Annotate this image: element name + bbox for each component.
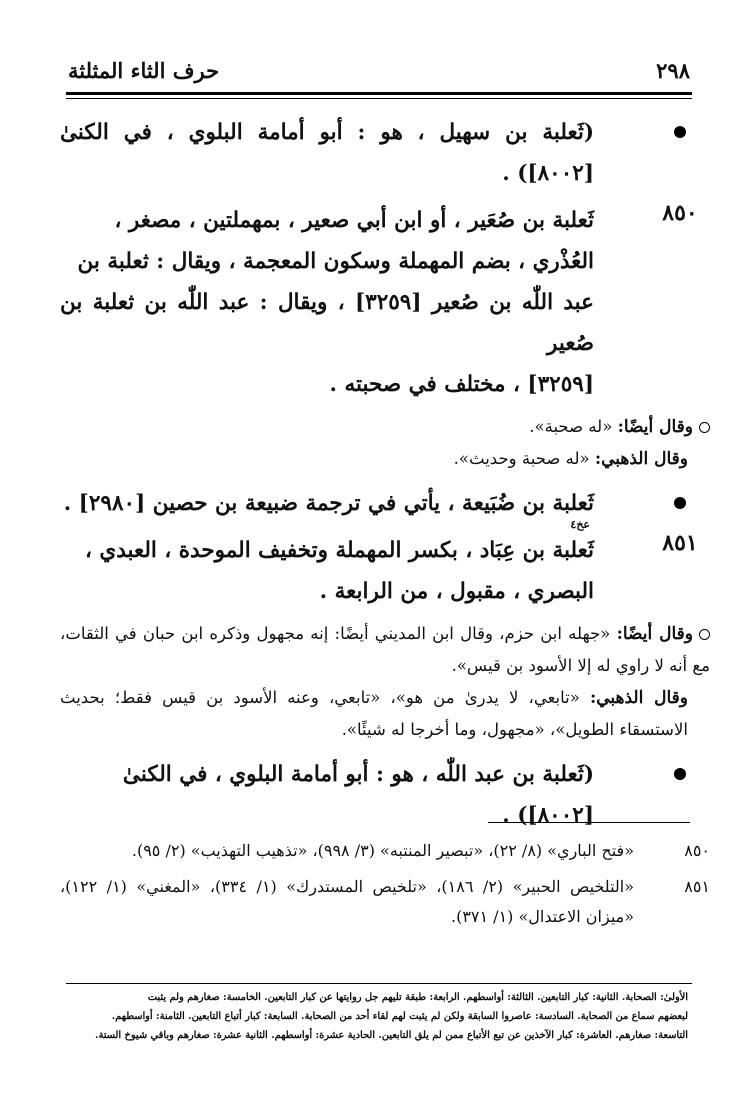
note-850 — [60, 411, 710, 475]
main-text — [60, 112, 710, 842]
note-text: «له صحبة وحديث». — [453, 449, 590, 468]
entry-line: عبد اللّٰه بن صُعير [٣٢٥٩] ، ويقال : عبد اللّٰه بن ثعلبة بن صُعير — [60, 290, 594, 356]
tabaqat-legend — [62, 988, 688, 1045]
entry-line: ثَعلبة بن صُعَير ، أو ابن أبي صعير ، بمهملتين ، مصغر ، — [114, 208, 594, 233]
entry-line: العُذْري ، بضم المهملة وسكون المعجمة ، ويقال : ثعلبة بن — [77, 249, 594, 274]
note-label: وقال أيضًا: — [617, 417, 693, 437]
header-rule-thin — [66, 98, 692, 99]
header-rule-thick — [66, 92, 692, 95]
note-text: «تابعي، لا يدرىٰ من هو»، «تابعي، وعنه الأسود بن قيس فقط؛ بحديث الاستسقاء الطويل»، «مجهول، وما أخرجا له شيئًا». — [60, 688, 688, 739]
entry-850 — [60, 200, 710, 405]
bullet-icon — [674, 126, 686, 138]
note-label: وقال الذهبي: — [589, 688, 688, 708]
footnote-850 — [60, 836, 710, 866]
footnotes — [60, 836, 710, 938]
circle-marker-icon — [699, 629, 710, 640]
entry-cross-reference — [60, 483, 710, 524]
footnote-number: ٨٥٠ — [684, 841, 710, 860]
footnote-851 — [60, 872, 710, 932]
note-text: «جهله ابن حزم، وقال ابن المديني أيضًا: إنه مجهول وذكره ابن حبان في الثقات، مع أنه لا راوي له إلا الأسود بن قيس». — [60, 624, 710, 675]
footnote-number: ٨٥١ — [684, 877, 710, 896]
circle-marker-icon — [699, 422, 710, 433]
entry-cross-reference — [60, 112, 710, 194]
source-tag: عخ٤ — [570, 518, 590, 531]
footnote-text: «فتح الباري» (٨/ ٢٢)، «تبصير المنتبه» (٣/ ٩٩٨)، «تذهيب التهذيب» (٢/ ٩٥). — [131, 841, 634, 860]
entry-number: ٨٥٠ — [662, 200, 698, 226]
entry-line: [٣٢٥٩] ، مختلف في صحبته . — [329, 372, 594, 397]
note-851 — [60, 618, 710, 746]
footnote-separator — [488, 822, 690, 823]
entry-line: (ثَعلبة بن سهيل ، هو : أبو أمامة البلوي ، في الكنىٰ [٨٠٠٢]) . — [60, 120, 594, 186]
chapter-title: حرف الثاء المثلثة — [68, 58, 220, 83]
entry-cross-reference — [60, 754, 710, 836]
running-header — [68, 58, 690, 88]
legend-line: الأولىٰ: الصحابة. الثانية: كبار التابعين. الثالثة: أواسطهم. الرابعة: طبقة تليهم جل روايتها عن كبار التابعين. الخامسة: صغارهم ولم يثبت — [147, 992, 688, 1003]
legend-separator — [66, 983, 692, 984]
bullet-icon — [674, 768, 686, 780]
page-number: ٢٩٨ — [656, 58, 690, 83]
entry-line: ثَعلبة بن ضُبَيعة ، يأتي في ترجمة ضبيعة بن حصين [٢٩٨٠] . — [63, 491, 594, 516]
entry-line: ثَعلبة بن عِبَاد ، بكسر المهملة وتخفيف الموحدة ، العبدي ، — [84, 538, 594, 563]
note-label: وقال أيضًا: — [616, 624, 693, 644]
bullet-icon — [674, 497, 686, 509]
entry-number: ٨٥١ — [662, 530, 698, 556]
note-label: وقال الذهبي: — [594, 449, 688, 469]
entry-851 — [60, 518, 710, 612]
legend-line: التاسعة: صغارهم. العاشرة: كبار الآخذين عن تبع الأتباع ممن لم يلق التابعين. الحادية عشرة: أواسطهم. الثانية عشرة: صغارهم وباقي شيوخ الستة. — [95, 1030, 688, 1041]
entry-line: (ثَعلبة بن عبد اللّٰه ، هو : أبو أمامة البلوي ، في الكنىٰ — [122, 762, 594, 787]
entry-line: [٨٠٠٢]) . — [502, 803, 594, 828]
footnote-text: «التلخيص الحبير» (٢/ ١٨٦)، «تلخيص المستدرك» (١/ ٣٣٤)، «المغني» (١/ ١٢٢)، «ميزان الاعتدال» (١/ ٣٧١). — [60, 877, 635, 926]
note-text: «له صحبة». — [529, 417, 613, 436]
entry-line: البصري ، مقبول ، من الرابعة . — [319, 579, 594, 604]
legend-line: لبعضهم سماع من الصحابة. السادسة: عاصروا السابقة ولكن لم يثبت لهم لقاء أحد من الصحابة. السابعة: كبار أتباع التابعين. الثامنة: أواسطهم. — [111, 1011, 688, 1022]
